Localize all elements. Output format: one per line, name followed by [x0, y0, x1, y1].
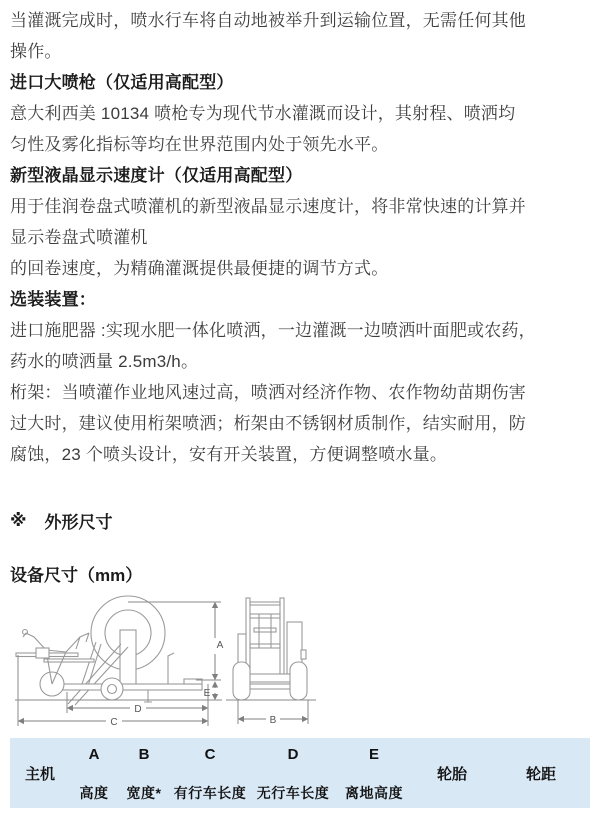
equipment-size-title: 设备尺寸（mm）: [10, 566, 143, 585]
spec-table-header: [10, 738, 590, 808]
table-header-length-without-cart: [250, 738, 336, 808]
dim-label-d: D: [134, 704, 142, 715]
col-letter-e: E: [368, 746, 379, 763]
table-header-ground-clearance: [336, 738, 412, 808]
col-label-width: 宽度*: [126, 785, 162, 801]
table-header-track: [492, 738, 590, 808]
machine-rear-view: [233, 598, 307, 700]
dim-label-e: E: [203, 688, 211, 699]
paragraph-line: 匀性及雾化指标等均在世界范围内处于领先水平。: [10, 135, 389, 154]
paragraph-line: 操作。: [10, 42, 62, 61]
col-letter-b: B: [138, 746, 150, 763]
dim-label-a: A: [216, 640, 224, 651]
heading-options: 选装装置：: [10, 290, 96, 309]
table-header-length-with-cart: [170, 738, 250, 808]
table-header-width: [118, 738, 170, 808]
col-label-length-with-cart: 有行车长度: [173, 785, 247, 801]
paragraph-line: 桁架：当喷灌作业地风速过高，喷洒对经济作物、农作物幼苗期伤害: [10, 383, 526, 402]
col-label-height: 高度: [79, 785, 109, 801]
col-letter-a: A: [88, 746, 100, 763]
paragraph-line: 显示卷盘式喷灌机: [10, 228, 148, 247]
reference-mark: ※: [10, 510, 27, 530]
col-label-length-without-cart: 无行车长度: [256, 785, 330, 801]
paragraph-line: 药水的喷洒量 2.5m3/h。: [10, 352, 199, 371]
paragraph-line: 意大利西美 10134 喷枪专为现代节水灌溉而设计，其射程、喷洒均: [10, 104, 516, 123]
paragraph-line: 当灌溉完成时，喷水行车将自动地被举升到运输位置，无需任何其他: [10, 11, 526, 30]
col-letter-c: C: [204, 746, 216, 763]
paragraph-line: 进口施肥器 :实现水肥一体化喷洒，一边灌溉一边喷洒叶面肥或农药，: [10, 321, 536, 340]
paragraph-line: 过大时，建议使用桁架喷洒；桁架由不锈钢材质制作，结实耐用，防: [10, 414, 526, 433]
col-letter-d: D: [287, 746, 299, 763]
paragraph-line: 用于佳润卷盘式喷灌机的新型液晶显示速度计，将非常快速的计算并: [10, 197, 526, 216]
dim-label-b: B: [269, 715, 277, 726]
dimension-diagram: [0, 592, 600, 732]
tire-label: 轮胎: [436, 765, 467, 783]
paragraph-line: 腐蚀，23 个喷头设计，安有开关装置，方便调整喷水量。: [10, 445, 448, 464]
paragraph-line: 的回卷速度，为精确灌溉提供最便捷的调节方式。: [10, 259, 389, 278]
table-header-height: [70, 738, 118, 808]
host-label: 主机: [24, 765, 55, 783]
heading-gun: 进口大喷枪（仅适用高配型）: [10, 73, 234, 92]
table-header-tire: [412, 738, 492, 808]
section-title-text: 外形尺寸: [44, 513, 113, 532]
machine-side-view: [16, 596, 202, 705]
track-label: 轮距: [525, 765, 556, 783]
col-label-ground-clearance: 离地高度: [345, 785, 403, 801]
section-title-dimensions: [10, 505, 592, 536]
table-header-host: [10, 738, 70, 808]
heading-speedometer: 新型液晶显示速度计（仅适用高配型）: [10, 166, 303, 185]
dim-label-c: C: [110, 717, 118, 728]
